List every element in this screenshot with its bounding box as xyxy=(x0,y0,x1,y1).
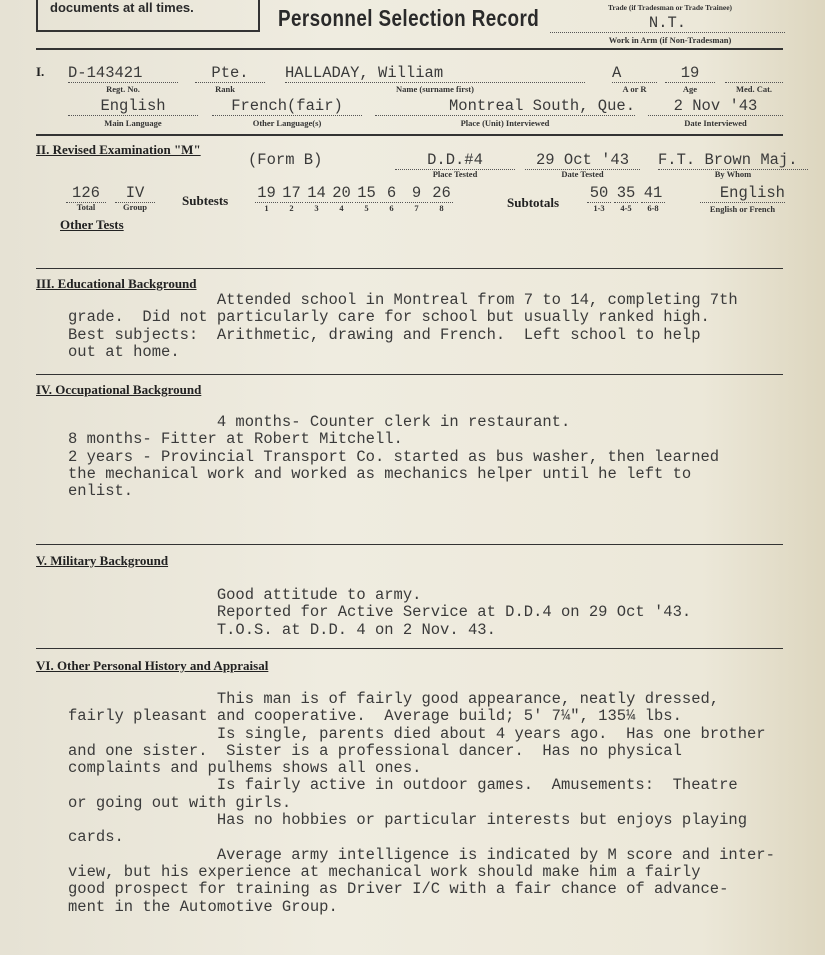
place-tested-label: Place Tested xyxy=(432,169,478,179)
subtotals-label: Subtotals xyxy=(507,195,560,210)
subtest: 26 8 xyxy=(430,184,453,213)
place-interviewed-label: Place (Unit) Interviewed xyxy=(460,118,550,128)
subtest: 9 7 xyxy=(405,184,428,213)
med-cat-value xyxy=(725,64,783,83)
group-value: IV xyxy=(115,184,155,203)
notice-box xyxy=(36,0,260,32)
date-interviewed-label: Date Interviewed xyxy=(684,118,747,128)
subtest: 14 3 xyxy=(305,184,328,213)
a-or-r-value: A xyxy=(612,64,657,83)
main-language-label: Main Language xyxy=(104,118,162,128)
date-tested-value: 29 Oct '43 xyxy=(525,151,640,170)
notice-text: documents at all times. xyxy=(50,0,194,15)
place-interviewed-value: Montreal South, Que. xyxy=(375,97,635,116)
subtest: 6 6 xyxy=(380,184,403,213)
subtest: 19 1 xyxy=(255,184,278,213)
total-label: Total xyxy=(76,202,96,212)
subtests-list xyxy=(255,184,453,213)
a-or-r-label: A or R xyxy=(622,84,647,94)
other-tests-label: Other Tests xyxy=(60,217,124,232)
date-tested-label: Date Tested xyxy=(561,169,604,179)
divider xyxy=(36,374,783,375)
section1-numeral: I. xyxy=(36,64,45,79)
trade-value: N.T. xyxy=(550,14,785,33)
total-value: 126 xyxy=(66,184,106,203)
by-whom-value: F.T. Brown Maj. xyxy=(658,151,808,170)
divider xyxy=(36,268,783,269)
med-cat-label: Med. Cat. xyxy=(735,84,773,94)
subtotal: 50 1-3 xyxy=(587,184,611,213)
trade-label: Trade (if Tradesman or Trade Trainee) xyxy=(607,3,733,12)
place-tested-value: D.D.#4 xyxy=(395,151,515,170)
test-language-label: English or French xyxy=(709,204,776,214)
section4-heading: IV. Occupational Background xyxy=(36,382,202,397)
rank-value: Pte. xyxy=(195,64,265,83)
form-value: (Form B) xyxy=(248,151,323,169)
divider xyxy=(36,544,783,545)
educational-background-text: Attended school in Montreal from 7 to 14, completing 7th grade. Did not particularly care for school but usually ranked high. Best subjects: Arithmetic, drawing and French. Left school to help out at home. xyxy=(68,291,738,361)
work-label: Work in Arm (if Non-Tradesman) xyxy=(608,35,732,45)
group-label: Group xyxy=(123,202,147,212)
divider xyxy=(36,48,783,50)
section6-heading: VI. Other Personal History and Appraisal xyxy=(36,658,269,673)
subtest: 15 5 xyxy=(355,184,378,213)
regt-no-label: Regt. No. xyxy=(106,84,140,94)
other-language-label: Other Language(s) xyxy=(252,118,322,128)
main-language-value: English xyxy=(68,97,198,116)
section5-heading: V. Military Background xyxy=(36,553,169,568)
section3-heading: III. Educational Background xyxy=(36,276,197,291)
other-language-value: French(fair) xyxy=(212,97,362,116)
age-value: 19 xyxy=(665,64,715,83)
subtest: 20 4 xyxy=(330,184,353,213)
by-whom-label: By Whom xyxy=(714,169,752,179)
section2-heading: II. Revised Examination "M" xyxy=(36,142,201,157)
personal-history-text: This man is of fairly good appearance, neatly dressed, fairly pleasant and cooperative. Average build; 5' 7¼", 135¼ lbs. Is single, parents died about 4 years ago. Has one brother and one sister. Sister is a professional dancer. Has no physical complaints and pulhems shows all ones. Is fairly active in outdoor games. Amusements: Theatre or going out with girls. Has no hobbies or particular interests but enjoys playing cards. Average army intelligence is indicated by M score and inter- view, but his experience at mechanical work should make him a fairly good prospect for training as Driver I/C with a fair chance of advance- ment in the Automotive Group. xyxy=(68,690,775,916)
subtotal: 41 6-8 xyxy=(641,184,665,213)
subtotals-list xyxy=(587,184,665,213)
divider xyxy=(36,134,783,136)
name-value: HALLADAY, William xyxy=(285,64,585,83)
subtests-label: Subtests xyxy=(182,193,229,208)
occupational-background-text: 4 months- Counter clerk in restaurant. 8 months- Fitter at Robert Mitchell. 2 years - Provincial Transport Co. started as bus washer, then learned the mechanical work and worked as mechanics helper until he left to enlist. xyxy=(68,413,720,501)
date-interviewed-value: 2 Nov '43 xyxy=(648,97,783,116)
name-label: Name (surname first) xyxy=(396,84,474,94)
subtest: 17 2 xyxy=(280,184,303,213)
rank-label: Rank xyxy=(215,84,235,94)
page-title: Personnel Selection Record xyxy=(278,5,540,31)
test-language-value: English xyxy=(700,184,785,203)
regt-no-value: D-143421 xyxy=(68,64,178,83)
subtotal: 35 4-5 xyxy=(614,184,638,213)
military-background-text: Good attitude to army. Reported for Active Service at D.D.4 on 29 Oct '43. T.O.S. at D.D. 4 on 2 Nov. 43. xyxy=(216,586,692,639)
age-label: Age xyxy=(682,84,698,94)
divider xyxy=(36,648,783,649)
